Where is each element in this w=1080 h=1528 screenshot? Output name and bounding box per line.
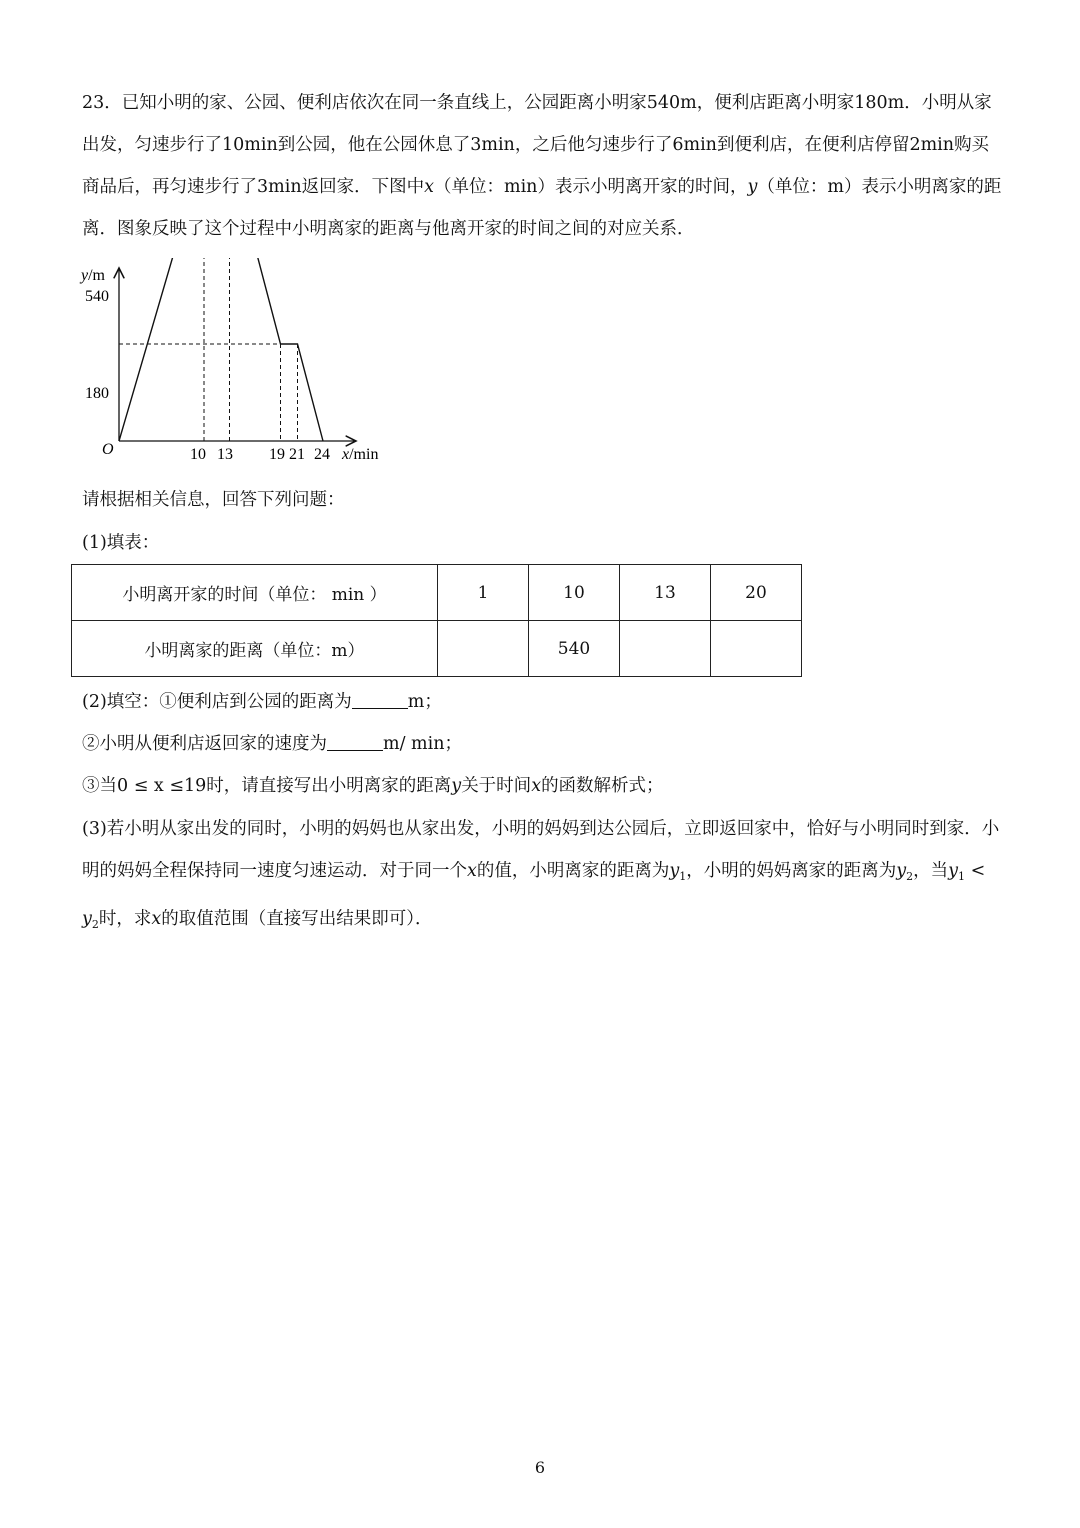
page-number: 6 <box>534 1458 546 1477</box>
row2-cell-1[interactable] <box>438 621 529 677</box>
y-tick-540: 540 <box>85 288 109 305</box>
row2-header: 小明离家的距离（单位：m） <box>72 621 438 677</box>
x-tick-13: 13 <box>217 446 233 463</box>
part1-label: (1)填表： <box>82 533 160 553</box>
problem-statement: 23．已知小明的家、公园、便利店依次在同一条直线上，公园距离小明家540m，便利店距离小明家180m．小明从家出发，匀速步行了10min到公园，他在公园休息了3min，之后他匀速步行了6min到便利店，在便利店停留2min购买商品后，再匀速步行了3min返回家．下图中x（单位：min）表示小明离开家的时间，y（单位：m）表示小明离家的距离．图象反映了这个过程中小明离家的距离与他离开家的时间之间的对应关系． <box>82 93 1002 239</box>
row2-cell-3[interactable] <box>620 621 711 677</box>
row1-header: 小明离开家的时间（单位： min ） <box>72 565 438 621</box>
part2-q3: ③当0 ≤ x ≤19时，请直接写出小明离家的距离y关于时间x的函数解析式； <box>82 776 664 796</box>
answer-blank-2[interactable] <box>327 734 383 751</box>
fill-table <box>71 564 802 677</box>
x-tick-24: 24 <box>314 446 330 463</box>
table-row <box>72 565 802 621</box>
distance-time-graph <box>76 258 416 468</box>
row2-cell-2: 540 <box>529 621 620 677</box>
row1-cell-4: 20 <box>711 565 802 621</box>
distance-polyline <box>119 258 323 441</box>
answer-blank-1[interactable] <box>352 692 408 709</box>
y-axis-label: y/m <box>81 267 105 284</box>
x-axis-label: x/min <box>342 446 379 463</box>
part2-q1: (2)填空：①便利店到公园的距离为 m； <box>82 692 442 712</box>
table-row <box>72 621 802 677</box>
row2-cell-4[interactable] <box>711 621 802 677</box>
x-tick-21: 21 <box>289 446 305 463</box>
row1-cell-1: 1 <box>438 565 529 621</box>
row1-cell-3: 13 <box>620 565 711 621</box>
part2-q2: ②小明从便利店返回家的速度为 m/ min； <box>82 734 463 754</box>
row1-cell-2: 10 <box>529 565 620 621</box>
prompt-text: 请根据相关信息，回答下列问题： <box>82 490 345 510</box>
x-tick-19: 19 <box>269 446 285 463</box>
x-tick-10: 10 <box>190 446 206 463</box>
part3-question: (3)若小明从家出发的同时，小明的妈妈也从家出发，小明的妈妈到达公园后，立即返回家中，恰好与小明同时到家．小明的妈妈全程保持同一速度匀速运动．对于同一个x的值，小明离家的距离为$y_1$，小明的妈妈离家的距离为$y_2$，当$y_1 < y_2$时，求x的取值范围（直接写出结果即可）． <box>82 819 1000 931</box>
y-tick-180: 180 <box>85 385 109 402</box>
origin-label: O <box>102 441 114 458</box>
